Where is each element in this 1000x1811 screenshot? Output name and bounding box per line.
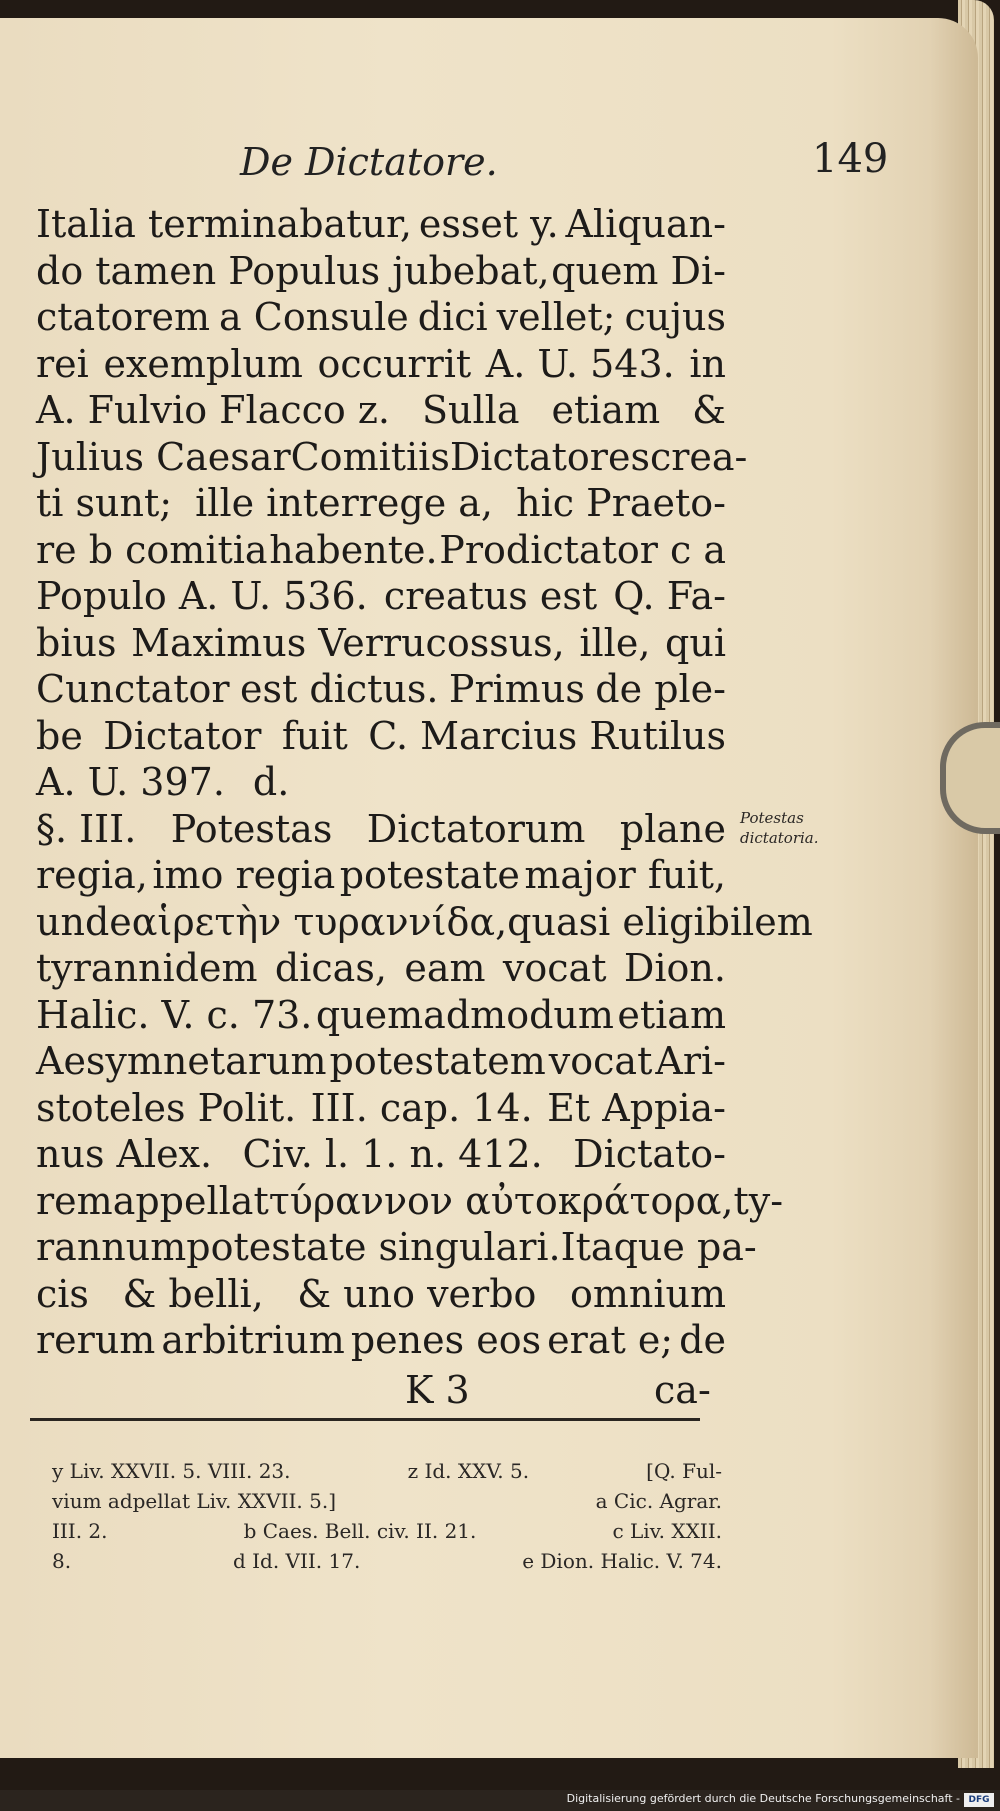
text-segment: esset y. xyxy=(418,202,559,246)
text-line xyxy=(36,201,726,248)
marginal-note-line: dictatoria. xyxy=(740,829,819,847)
text-segment: imo regia xyxy=(152,853,336,897)
text-segment: Dictatores xyxy=(449,434,650,479)
text-line xyxy=(36,1178,784,1225)
text-segment: creatus est xyxy=(383,574,598,618)
text-line xyxy=(36,573,726,620)
text-line xyxy=(36,1224,757,1271)
text-segment: de ple- xyxy=(595,667,726,711)
text-line xyxy=(36,713,726,760)
text-segment: quasi eligibilem xyxy=(507,899,813,944)
text-segment: Julius Caesar xyxy=(36,434,291,479)
text-segment: etiam xyxy=(617,992,726,1037)
text-segment: re b comitia xyxy=(36,527,268,572)
footnote-segment: [Q. Ful- xyxy=(646,1459,722,1483)
text-line xyxy=(36,1038,726,1085)
digitization-credit: Digitalisierung gefördert durch die Deutsche Forschungsgemeinschaft - xyxy=(566,1792,960,1805)
text-segment: Aesymnetarum xyxy=(36,1039,327,1083)
text-segment: Aliquan- xyxy=(565,202,726,246)
text-segment: dici xyxy=(417,295,488,339)
text-segment: vocat xyxy=(502,946,607,990)
text-segment: regia, xyxy=(36,853,148,897)
text-segment: Potestas xyxy=(170,806,333,851)
text-line xyxy=(36,899,813,946)
text-segment: Prodictator c a xyxy=(439,527,726,572)
dfg-logo: DFG xyxy=(964,1793,994,1807)
text-segment: ctatorem xyxy=(36,295,211,339)
running-title: De Dictatore. xyxy=(240,140,498,184)
text-segment: do tamen Populus jubebat, xyxy=(36,248,550,293)
text-segment: tyrannidem xyxy=(36,946,258,990)
text-segment: III. cap. 14. xyxy=(310,1085,533,1130)
catchword: ca- xyxy=(654,1368,711,1412)
text-segment: nus Alex. xyxy=(36,1132,213,1176)
text-segment: quem Di- xyxy=(551,248,726,293)
marginal-note-line: Potestas xyxy=(740,809,804,827)
text-line xyxy=(36,527,726,574)
text-segment: Maximus Verrucossus, xyxy=(131,620,565,665)
text-line xyxy=(36,294,726,341)
footnotes xyxy=(52,1456,722,1576)
text-segment: Dictator xyxy=(103,713,262,758)
text-segment: be xyxy=(36,713,83,758)
credit-bar xyxy=(0,1790,1000,1811)
text-segment: A. U. 397. xyxy=(36,760,225,804)
text-segment: stoteles Polit. xyxy=(36,1085,297,1130)
text-line xyxy=(36,341,726,388)
text-segment: ti sunt; xyxy=(36,481,173,525)
footnote-segment: b Caes. Bell. civ. II. 21. xyxy=(243,1519,477,1543)
footnote-line xyxy=(52,1486,722,1516)
clasp-shadow xyxy=(940,722,1000,834)
text-segment: arbitrium xyxy=(161,1318,345,1362)
text-segment: a Consule xyxy=(219,295,409,339)
text-segment: hic Praeto- xyxy=(516,481,726,525)
page-number: 149 xyxy=(812,136,889,182)
text-segment: quemadmodum xyxy=(315,992,614,1037)
text-segment: Populo A. U. 536. xyxy=(36,574,368,618)
text-segment: C. Marcius Rutilus xyxy=(368,713,726,758)
text-line xyxy=(36,852,726,899)
text-segment: Sulla xyxy=(422,388,520,432)
text-segment: rannum xyxy=(36,1225,187,1269)
page-header xyxy=(0,130,978,190)
text-segment: habente. xyxy=(269,527,438,572)
text-segment: Civ. l. 1. n. 412. xyxy=(242,1132,543,1176)
text-segment: αἱρετὴν τυραννίδα, xyxy=(131,899,508,944)
text-segment: A. U. 543. xyxy=(485,341,675,386)
footnote-line xyxy=(52,1516,722,1546)
text-segment: ille, xyxy=(579,620,651,665)
text-segment: fuit xyxy=(281,713,348,758)
text-line xyxy=(36,480,726,527)
text-segment: major fuit, xyxy=(524,853,726,897)
text-segment: Ari- xyxy=(655,1039,726,1083)
text-line xyxy=(36,248,726,295)
text-line xyxy=(36,806,726,853)
text-segment: vocat xyxy=(548,1039,653,1083)
text-segment: exemplum xyxy=(103,341,303,386)
text-segment: penes eos xyxy=(350,1318,542,1362)
book-page xyxy=(0,18,978,1758)
text-segment: & uno verbo xyxy=(297,1271,537,1316)
footnote-segment: vium adpellat Liv. XXVII. 5.] xyxy=(52,1489,337,1513)
text-segment: in xyxy=(689,341,726,386)
text-line xyxy=(36,1131,726,1178)
text-segment: Italia terminabatur, xyxy=(36,202,413,246)
footnote-segment: c Liv. XXII. xyxy=(612,1519,722,1543)
text-segment: etiam xyxy=(551,388,661,432)
marginal-note xyxy=(740,808,819,848)
text-segment: rei xyxy=(36,341,89,386)
footnote-segment: e Dion. Halic. V. 74. xyxy=(522,1549,722,1573)
text-line xyxy=(36,759,726,806)
text-segment: potestatem xyxy=(329,1039,546,1083)
text-segment: Dictatorum xyxy=(366,806,586,851)
text-line xyxy=(36,1271,726,1318)
text-segment: §. III. xyxy=(36,806,137,851)
text-segment: & xyxy=(692,388,726,432)
text-segment: appellat xyxy=(112,1178,269,1223)
text-segment: potestate singulari. xyxy=(186,1225,561,1269)
footnote-segment: z Id. XXV. 5. xyxy=(407,1459,530,1483)
footnote-segment: III. 2. xyxy=(52,1519,108,1543)
footnote-line xyxy=(52,1546,722,1576)
text-segment: cis xyxy=(36,1271,89,1316)
text-segment: Dion. xyxy=(623,946,726,990)
footnote-segment: y Liv. XXVII. 5. VIII. 23. xyxy=(52,1459,291,1483)
text-line xyxy=(36,620,726,667)
text-segment: Itaque pa- xyxy=(560,1225,757,1269)
text-segment: cujus xyxy=(624,295,726,339)
text-line xyxy=(36,1317,726,1364)
footnote-rule xyxy=(30,1418,700,1421)
text-segment: est dictus. xyxy=(240,667,439,711)
text-segment: dicas, xyxy=(274,946,387,990)
footnote-line xyxy=(52,1456,722,1486)
text-segment: Primus xyxy=(448,667,585,711)
text-segment: ty- xyxy=(733,1178,784,1223)
text-segment: Halic. V. c. 73. xyxy=(36,992,313,1037)
text-line xyxy=(36,1085,726,1132)
text-segment: crea- xyxy=(649,434,748,479)
footnote-segment: 8. xyxy=(52,1549,72,1573)
text-segment: Q. Fa- xyxy=(613,574,726,618)
footnote-segment: d Id. VII. 17. xyxy=(232,1549,361,1573)
text-segment: omnium xyxy=(569,1271,726,1316)
signature-mark: K 3 xyxy=(405,1368,470,1412)
text-segment: plane xyxy=(619,806,726,851)
text-line xyxy=(36,387,726,434)
text-line xyxy=(36,434,748,481)
text-segment: Et Appia- xyxy=(547,1085,726,1130)
text-segment: Cunctator xyxy=(36,667,230,711)
text-segment: Dictato- xyxy=(573,1132,726,1176)
text-segment: bius xyxy=(36,620,117,665)
text-segment: A. Fulvio Flacco z. xyxy=(36,388,390,432)
text-segment: eam xyxy=(404,946,486,990)
text-segment: ille interrege a, xyxy=(195,481,494,525)
footnote-segment: a Cic. Agrar. xyxy=(595,1489,722,1513)
text-segment: de xyxy=(679,1318,726,1362)
text-segment: d. xyxy=(252,760,290,804)
text-segment: Comitiis xyxy=(290,434,450,479)
text-segment: qui xyxy=(665,620,726,665)
text-segment: vellet; xyxy=(496,295,616,339)
text-segment: potestate xyxy=(339,853,520,897)
text-segment: rerum xyxy=(36,1318,156,1362)
text-segment: τύραννον αὐτοκράτορα, xyxy=(268,1178,734,1223)
text-line xyxy=(36,992,726,1039)
text-line xyxy=(36,666,726,713)
text-segment: erat e; xyxy=(547,1318,674,1362)
text-line xyxy=(36,945,726,992)
text-segment: & belli, xyxy=(122,1271,264,1316)
text-segment: occurrit xyxy=(317,341,472,386)
text-segment: unde xyxy=(36,899,132,944)
text-segment: rem xyxy=(36,1178,113,1223)
